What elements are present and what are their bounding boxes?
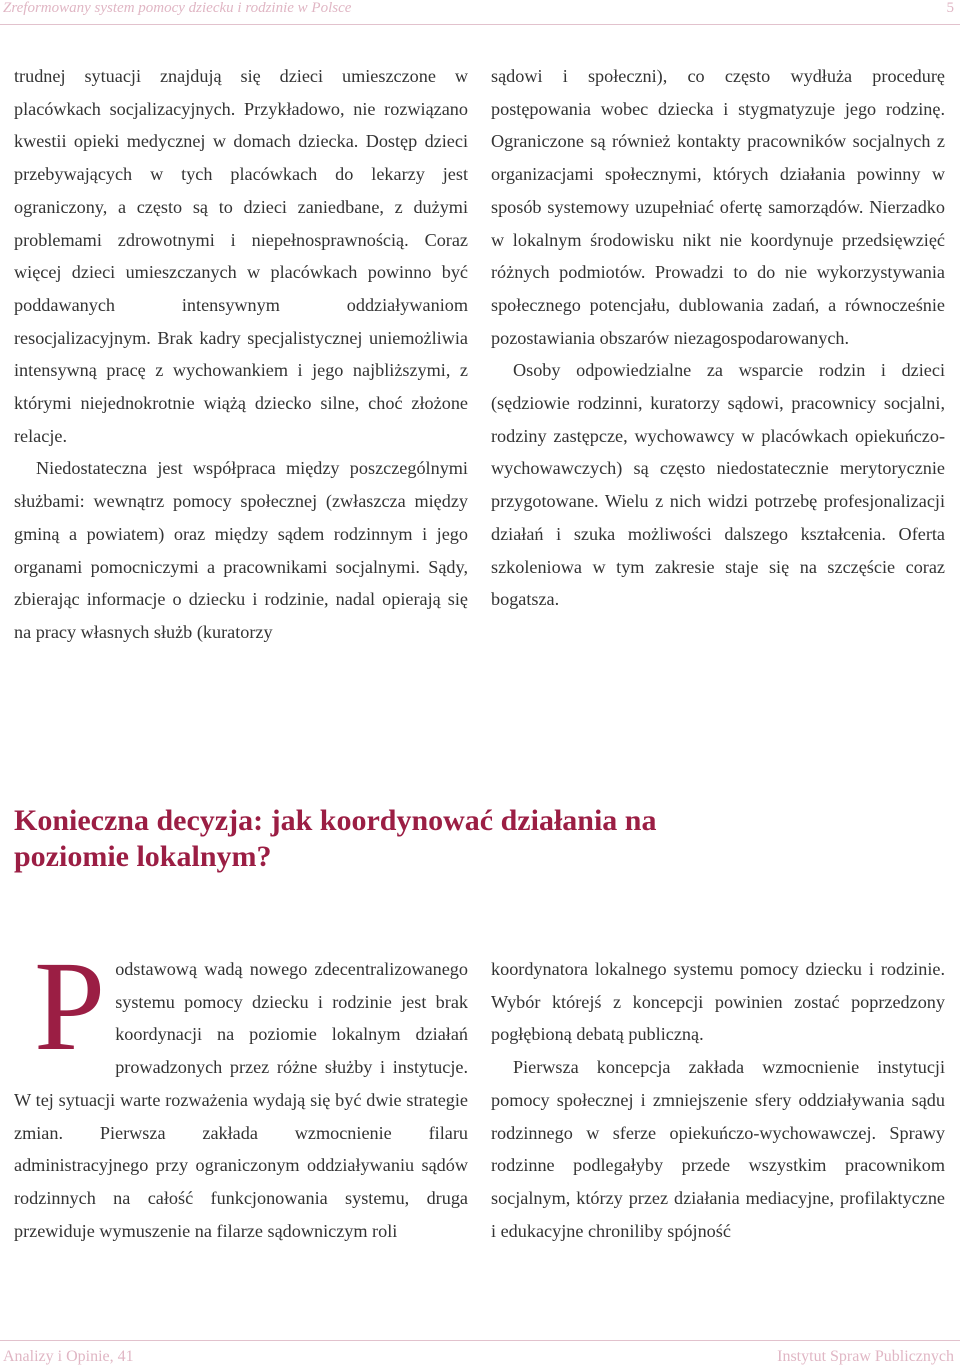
dropcap: P	[34, 935, 106, 1077]
running-footer	[0, 1340, 960, 1371]
page-number: 5	[946, 0, 954, 16]
paragraph: Osoby odpowiedzialne za wsparcie rodzin i dzieci (sędziowie rodzinni, kuratorzy sądowi, pracownicy socjalni, rodziny zastępcze, wychowawcy w placówkach opiekuńczo-wychowawczych) są często niedostatecznie merytorycznie przygotowane. Wielu z nich widzi potrzebę profesjonalizacji działań i szuka możliwości dalszego kształcenia. Oferta szkoleniowa w tym zakresie staje się na szczęście coraz bogatsza.	[491, 360, 945, 610]
paragraph: koordynatora lokalnego systemu pomocy dziecku i rodzinie. Wybór którejś z koncepcji powinien zostać poprzedzony pogłębioną debatą publiczną.	[491, 959, 945, 1045]
column-top-right	[491, 60, 945, 616]
footer-publication: Analizy i Opinie, 41	[3, 1348, 134, 1365]
paragraph-text: odstawową wadą nowego zdecentralizowanego systemu pomocy dziecku i rodzinie jest brak koordynacji na poziomie lokalnym działań prowadzonych przez różne służby i instytucje. W tej sytuacji warte rozważenia wydają się być dwie strategie zmian. Pierwsza zakłada wzmocnienie filaru administracyjnego przy ograniczonym oddziaływaniu sądów rodzinnych na całość funkcjonowania systemu, druga przewiduje wymuszenie na filarze sądowniczym roli	[14, 959, 468, 1241]
column-bottom-right	[491, 953, 945, 1247]
section-heading: Konieczna decyzja: jak koordynować działania na poziomie lokalnym?	[14, 804, 657, 873]
column-top-left	[14, 60, 468, 649]
paragraph-with-dropcap	[14, 935, 468, 1247]
running-header	[0, 0, 960, 25]
footer-institution: Instytut Spraw Publicznych	[777, 1348, 954, 1365]
paragraph: Pierwsza koncepcja zakłada wzmocnienie instytucji pomocy społecznej i zmniejszenie sfery oddziaływania sądu rodzinnego w sferze opiekuńczo-wychowawczej. Sprawy rodzinne podlegałyby przede wszystkim pracownikom socjalnym, którzy przez działania mediacyjne, profilaktyczne i edukacyjne chroniliby spójność	[491, 1057, 945, 1241]
running-header-title: Zreformowany system pomocy dziecku i rodzinie w Polsce	[3, 0, 352, 16]
paragraph: sądowi i społeczni), co często wydłuża procedurę postępowania wobec dziecka i stygmatyzuje jego rodzinę. Ograniczone są również kontakty pracowników socjalnych z organizacjami społecznymi, których działania powinny w sposób systemowy uzupełniać ofertę samorządów. Nierzadko w lokalnym środowisku nikt nie koordynuje przedsięwzięć różnych podmiotów. Prowadzi to do nie wykorzystywania społecznego potencjału, dublowania zadań, a równocześnie pozostawiania obszarów niezagospodarowanych.	[491, 66, 945, 348]
paragraph: Niedostateczna jest współpraca między poszczególnymi służbami: wewnątrz pomocy społecznej (zwłaszcza między gminą a powiatem) oraz między sądem rodzinnym i jego organami pomocniczymi a pracownikami socjalnymi. Sądy, zbierając informacje o dziecku i rodzinie, nadal opierają się na pracy własnych służb (kuratorzy	[14, 458, 468, 642]
column-bottom-left	[14, 935, 468, 1247]
paragraph: trudnej sytuacji znajdują się dzieci umieszczone w placówkach socjalizacyjnych. Przykładowo, nie rozwiązano kwestii opieki medycznej w domach dziecka. Dostęp dzieci przebywających w tych placówkach do lekarzy jest ograniczony, a często są to dzieci zaniedbane, z dużymi problemami zdrowotnymi i niepełnosprawnością. Coraz więcej dzieci umieszczanych w placówkach powinno być poddawanych intensywnym oddziaływaniom resocjalizacyjnym. Brak kadry specjalistycznej uniemożliwia intensywną pracę z wychowankiem i jego najbliższymi, z którymi niejednokrotnie wiążą dziecko silne, choć złożone relacje.	[14, 66, 468, 446]
